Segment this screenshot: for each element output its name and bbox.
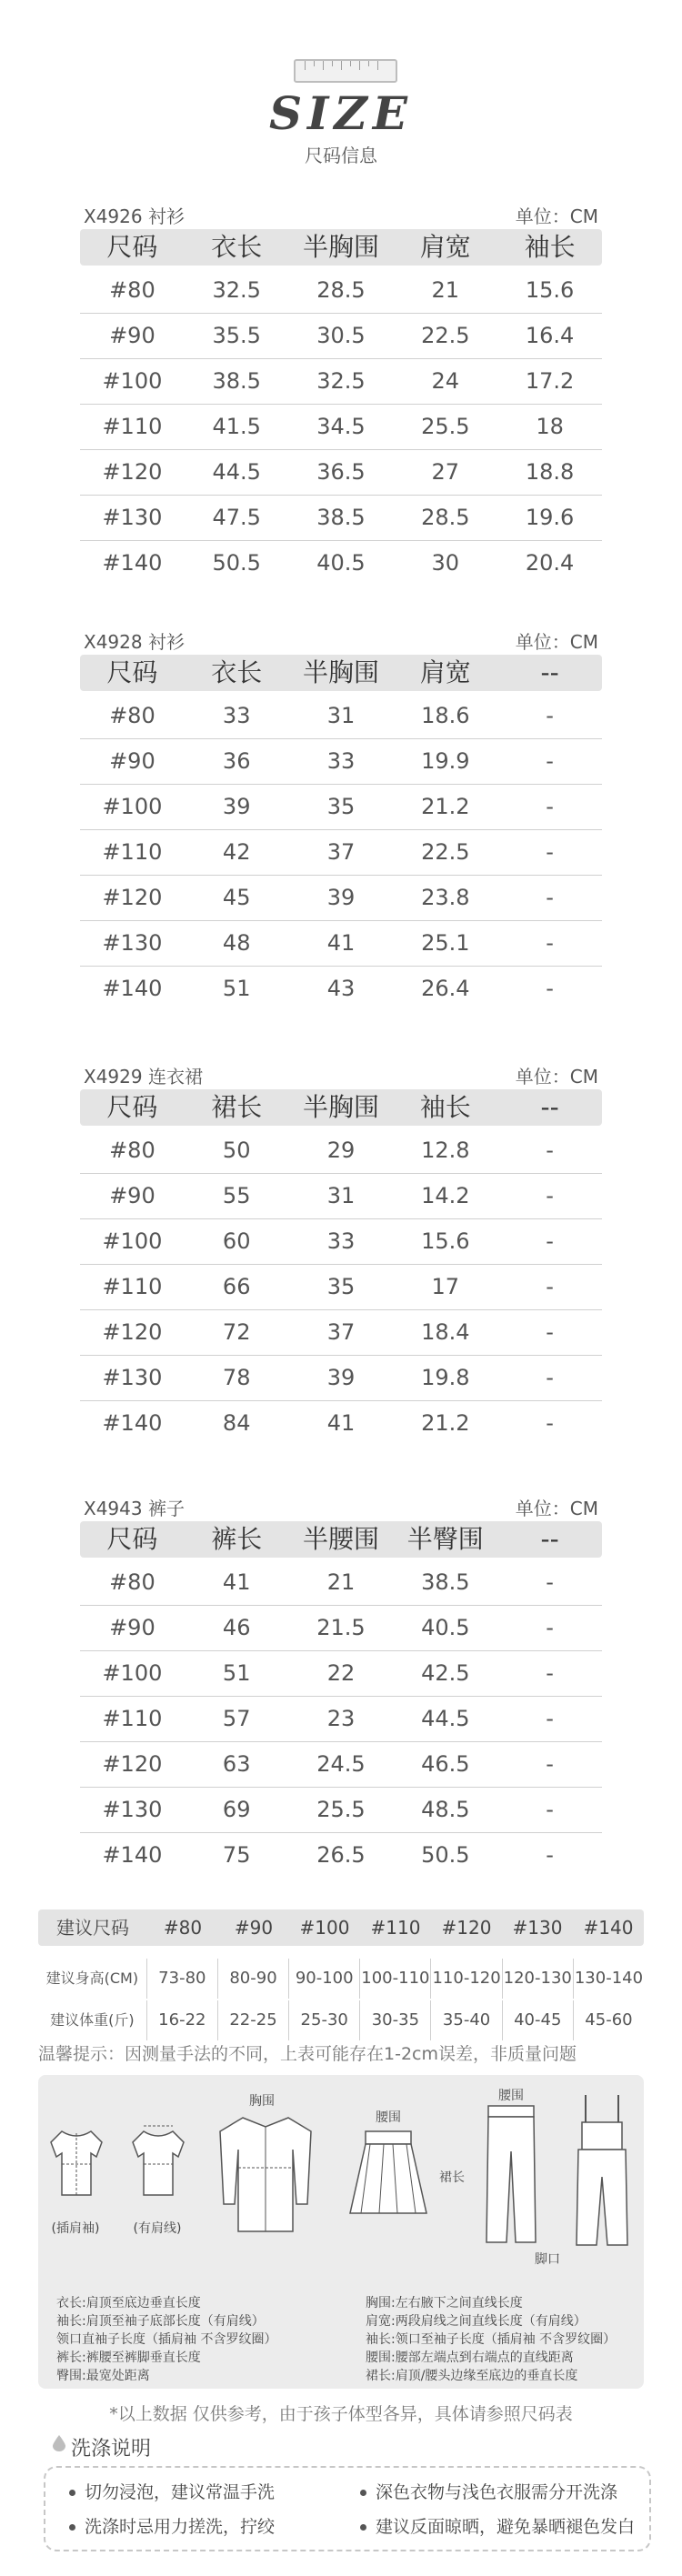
table-cell: 35-40 (431, 2000, 502, 2040)
table-cell: - (546, 1365, 554, 1390)
table-row (80, 966, 602, 1011)
table-cell: 72 (222, 1319, 251, 1345)
table-cell: 32.5 (212, 277, 261, 303)
definition-item: 腰围:腰部左端点到右端点的直线距离 (366, 2350, 574, 2365)
table-cell: 40.5 (421, 1615, 470, 1640)
table-cell: - (546, 1183, 554, 1208)
wash-text: 深色衣物与浅色衣服需分开洗涤 (376, 2482, 618, 2502)
header-cell: #120 (441, 1917, 492, 1939)
table-row (80, 267, 602, 314)
definition-item: 衣长:肩顶至底边垂直长度 (56, 2296, 201, 2310)
row-label: 建议体重(斤) (38, 2000, 147, 2040)
table-cell: 29 (326, 1138, 356, 1163)
figure-label: 脚口 (535, 2252, 560, 2267)
table-cell: 28.5 (316, 277, 366, 303)
table-row (80, 1128, 602, 1174)
table-cell: #80 (109, 1138, 155, 1163)
figure-label: 腰围 (498, 2089, 524, 2103)
bullet-icon (360, 2490, 366, 2496)
table-cell: #140 (102, 1410, 163, 1436)
table-cell: 30.5 (316, 323, 366, 348)
table-row (80, 313, 602, 359)
header-cell: 袖长 (524, 232, 576, 262)
table-row (80, 1650, 602, 1697)
table-cell: 31 (326, 703, 356, 728)
page-header (0, 50, 682, 168)
table-row (80, 1218, 602, 1265)
table-cell: #110 (102, 1706, 163, 1731)
table-cell: #120 (102, 885, 163, 910)
table-row (80, 1355, 602, 1401)
page-subtitle: 尺码信息 (305, 145, 377, 166)
definition-item: 臀围:最宽处距离 (56, 2369, 150, 2383)
table-cell: #120 (102, 459, 163, 485)
table-header (80, 655, 602, 691)
table-cell: 55 (222, 1183, 251, 1208)
table-cell: #130 (102, 930, 163, 956)
table-cell: 33 (326, 1228, 356, 1254)
table-cell: 14.2 (421, 1183, 470, 1208)
table-cell: 35.5 (212, 323, 261, 348)
table-cell: 66 (222, 1274, 251, 1299)
table-row (80, 920, 602, 967)
definition-item: 袖长:领口至袖子长度（插肩袖 不含罗纹圈） (366, 2332, 617, 2347)
wash-item (360, 2513, 635, 2538)
figure-caption: (插肩袖) (51, 2221, 100, 2236)
table-cell: 43 (326, 976, 356, 1001)
table-row (80, 1559, 602, 1606)
table-cell: 42 (222, 839, 251, 865)
table-cell: 50.5 (212, 550, 261, 576)
wash-text: 建议反面晾晒，避免暴晒褪色发白 (376, 2517, 636, 2537)
table-row (80, 1400, 602, 1446)
table-row (80, 1309, 602, 1356)
table-cell: 35 (326, 1274, 356, 1299)
table-cell: 38.5 (421, 1569, 470, 1595)
table-cell: 22 (326, 1660, 356, 1686)
table-cell: 36 (222, 748, 251, 774)
table-cell: #100 (102, 1228, 163, 1254)
table-cell: 23.8 (421, 885, 470, 910)
table-cell: 16-22 (147, 2000, 218, 2040)
table-cell: 73-80 (147, 1959, 218, 1999)
table-cell: 34.5 (316, 414, 366, 439)
table-cell: 22-25 (218, 2000, 289, 2040)
header-cell: -- (540, 1092, 559, 1122)
header-cell: 半胸围 (302, 1092, 379, 1122)
table-cell: #80 (109, 703, 155, 728)
row-label: 建议身高(CM) (38, 1959, 147, 1999)
table-cell: 130-140 (574, 1969, 644, 1988)
table-cell: 100-110 (360, 1959, 431, 1999)
header-cell: #100 (299, 1917, 350, 1939)
table-cell: 37 (326, 839, 356, 865)
ruler-icon (294, 59, 397, 83)
header-cell: 袖长 (419, 1092, 471, 1122)
table-row (80, 829, 602, 876)
table-cell: 18.4 (421, 1319, 470, 1345)
table-cell: 90-100 (289, 1959, 360, 1999)
table-title: X4943 裤子 (84, 1498, 185, 1519)
skirt-icon (343, 2122, 434, 2231)
table-cell: 26.4 (421, 976, 470, 1001)
table-cell: 45-60 (585, 2010, 633, 2030)
table-cell: 27 (431, 459, 460, 485)
table-cell: - (546, 1228, 554, 1254)
table-cell: 17 (431, 1274, 460, 1299)
wash-item (360, 2479, 617, 2503)
table-cell: #90 (109, 323, 155, 348)
header-cell: #110 (370, 1917, 421, 1939)
table-cell: 25-30 (289, 2000, 360, 2040)
table-cell: 15.6 (525, 277, 575, 303)
table-cell: 110-120 (431, 1959, 502, 1999)
table-row (80, 404, 602, 450)
table-cell: 46.5 (421, 1751, 470, 1777)
table-header (80, 229, 602, 266)
table-row (80, 784, 602, 830)
table-cell: 19.8 (421, 1365, 470, 1390)
table-cell: 33 (326, 748, 356, 774)
table-row (80, 495, 602, 541)
table-cell: 69 (222, 1797, 251, 1822)
table-cell: 12.8 (421, 1138, 470, 1163)
header-cell: 尺码 (106, 1092, 158, 1122)
definition-item: 袖长:肩顶至袖子底部长度（有肩线） (56, 2314, 265, 2329)
table-cell: 60 (222, 1228, 251, 1254)
table-title: X4926 衬衫 (84, 205, 185, 227)
table-row (80, 1787, 602, 1833)
table-cell: 36.5 (316, 459, 366, 485)
table-cell: 57 (222, 1706, 251, 1731)
recommend-height-row (38, 1959, 644, 1999)
table-row (80, 1173, 602, 1219)
figure-label: 腰围 (376, 2110, 401, 2125)
header-cell: #90 (234, 1917, 274, 1939)
table-unit: 单位：CM (515, 205, 598, 227)
size-table-x4926 (0, 202, 682, 593)
table-unit: 单位：CM (515, 1498, 598, 1519)
table-cell: 25.5 (421, 414, 470, 439)
table-row (80, 1264, 602, 1310)
table-cell: 84 (222, 1410, 251, 1436)
wash-item (69, 2479, 275, 2503)
table-cell: - (546, 839, 554, 865)
header-cell: #80 (163, 1917, 203, 1939)
table-cell: 41.5 (212, 414, 261, 439)
header-cell: 尺码 (106, 232, 158, 262)
table-cell: #90 (109, 1183, 155, 1208)
header-cell: 肩宽 (419, 232, 471, 262)
table-row (80, 449, 602, 496)
header-cell: 尺码 (106, 657, 158, 687)
water-drop-icon (53, 2435, 65, 2451)
table-cell: 38.5 (316, 505, 366, 530)
table-cell: 45 (222, 885, 251, 910)
table-cell: - (546, 976, 554, 1001)
table-cell: 18.6 (421, 703, 470, 728)
table-cell: #110 (102, 1274, 163, 1299)
header-cell: 肩宽 (419, 657, 471, 687)
table-cell: 47.5 (212, 505, 261, 530)
raglan-tshirt-icon (44, 2113, 107, 2213)
header-cell: 建议尺码 (56, 1917, 129, 1939)
table-cell: 24 (431, 368, 460, 394)
header-cell: 衣长 (211, 657, 263, 687)
table-cell: #90 (109, 1615, 155, 1640)
table-cell: 21 (431, 277, 460, 303)
measurement-guide (38, 2075, 644, 2389)
recommend-header (38, 1909, 644, 1946)
table-cell: - (546, 1660, 554, 1686)
table-cell: - (546, 1569, 554, 1595)
table-cell: 30 (431, 550, 460, 576)
table-cell: 39 (326, 885, 356, 910)
figure-label: 裙长 (439, 2170, 465, 2185)
table-cell: 37 (326, 1319, 356, 1345)
size-table-x4943 (0, 1494, 682, 1885)
table-cell: - (546, 1410, 554, 1436)
garment-figures (38, 2086, 644, 2281)
table-cell: 41 (222, 1569, 251, 1595)
table-cell: #110 (102, 414, 163, 439)
table-unit: 单位：CM (515, 631, 598, 653)
size-table-x4928 (0, 627, 682, 1018)
table-row (80, 693, 602, 739)
table-cell: - (546, 930, 554, 956)
table-cell: - (546, 794, 554, 819)
wash-instructions (44, 2466, 651, 2551)
table-row (80, 1605, 602, 1651)
definition-item: 裙长:肩顶/腰头边缘至底边的垂直长度 (366, 2369, 578, 2383)
table-cell: #110 (102, 839, 163, 865)
table-cell: 18.8 (525, 459, 575, 485)
table-cell: 51 (222, 976, 251, 1001)
header-cell: -- (540, 657, 559, 687)
table-cell: 75 (222, 1842, 251, 1868)
table-cell: - (546, 885, 554, 910)
table-cell: 21.2 (421, 1410, 470, 1436)
table-cell: 18 (536, 414, 564, 439)
header-cell: 半胸围 (302, 232, 379, 262)
table-cell: #80 (109, 1569, 155, 1595)
table-cell: 41 (326, 1410, 356, 1436)
table-cell: 21 (326, 1569, 356, 1595)
table-cell: 44.5 (212, 459, 261, 485)
table-cell: 63 (222, 1751, 251, 1777)
table-cell: - (546, 748, 554, 774)
table-cell: 48.5 (421, 1797, 470, 1822)
header-cell: #140 (583, 1917, 634, 1939)
table-cell: 44.5 (421, 1706, 470, 1731)
table-cell: #130 (102, 1365, 163, 1390)
table-cell: 28.5 (421, 505, 470, 530)
header-cell: -- (540, 1524, 559, 1554)
disclaimer: *以上数据 仅供参考，由于孩子体型各异，具体请参照尺码表 (109, 2404, 573, 2424)
table-cell: #80 (109, 277, 155, 303)
table-cell: 21.5 (316, 1615, 366, 1640)
table-cell: #130 (102, 1797, 163, 1822)
table-header (80, 1521, 602, 1558)
table-title: X4929 连衣裙 (84, 1066, 203, 1088)
table-cell: #100 (102, 368, 163, 394)
table-cell: 40-45 (503, 2000, 574, 2040)
table-cell: 40.5 (316, 550, 366, 576)
table-cell: 41 (326, 930, 356, 956)
table-row (80, 358, 602, 405)
table-cell: - (546, 1751, 554, 1777)
header-cell: 半臀围 (406, 1524, 484, 1554)
recommend-weight-row (38, 2000, 644, 2040)
table-row (80, 540, 602, 586)
table-cell: 78 (222, 1365, 251, 1390)
table-cell: 33 (222, 703, 251, 728)
header-cell: #130 (512, 1917, 563, 1939)
table-row (80, 738, 602, 785)
wash-title: 洗涤说明 (71, 2438, 152, 2461)
header-cell: 尺码 (106, 1524, 158, 1554)
table-cell: 15.6 (421, 1228, 470, 1254)
header-cell: 半胸围 (302, 657, 379, 687)
table-header (80, 1089, 602, 1126)
bullet-icon (69, 2490, 75, 2496)
table-cell: 35 (326, 794, 356, 819)
header-cell: 半腰围 (302, 1524, 379, 1554)
table-cell: 23 (326, 1706, 356, 1731)
wash-text: 洗涤时忌用力搓洗，拧绞 (85, 2517, 276, 2537)
table-cell: 17.2 (525, 368, 575, 394)
table-cell: 39 (326, 1365, 356, 1390)
header-cell: 衣长 (211, 232, 263, 262)
table-cell: 21.2 (421, 794, 470, 819)
table-cell: #90 (109, 748, 155, 774)
table-unit: 单位：CM (515, 1066, 598, 1088)
table-cell: - (546, 1319, 554, 1345)
bullet-icon (360, 2524, 366, 2531)
table-cell: 120-130 (503, 1959, 574, 1999)
table-cell: - (546, 1706, 554, 1731)
table-cell: 30-35 (360, 2000, 431, 2040)
bullet-icon (69, 2524, 75, 2531)
figure-caption: (有肩线) (133, 2221, 182, 2236)
table-cell: - (546, 1797, 554, 1822)
table-cell: #140 (102, 1842, 163, 1868)
table-cell: 22.5 (421, 839, 470, 865)
table-cell: 39 (222, 794, 251, 819)
table-cell: #100 (102, 794, 163, 819)
header-cell: 裙长 (211, 1092, 263, 1122)
table-cell: 19.6 (525, 505, 575, 530)
table-cell: #120 (102, 1319, 163, 1345)
definition-item: 肩宽:两段肩线之间直线长度（有肩线） (366, 2314, 587, 2329)
table-title: X4928 衬衫 (84, 631, 185, 653)
table-cell: 24.5 (316, 1751, 366, 1777)
table-cell: #100 (102, 1660, 163, 1686)
shirt-icon (211, 2104, 320, 2240)
tshirt-icon (125, 2113, 189, 2213)
table-cell: 46 (222, 1615, 251, 1640)
header-cell: 裤长 (211, 1524, 263, 1554)
wash-text: 切勿浸泡，建议常温手洗 (85, 2482, 276, 2502)
table-row (80, 1696, 602, 1742)
table-cell: 16.4 (525, 323, 575, 348)
table-row (80, 875, 602, 921)
table-cell: 31 (326, 1183, 356, 1208)
table-cell: #140 (102, 976, 163, 1001)
table-row (80, 1741, 602, 1788)
table-row (80, 1832, 602, 1878)
table-cell: 22.5 (421, 323, 470, 348)
table-cell: - (546, 1615, 554, 1640)
table-cell: 38.5 (212, 368, 261, 394)
table-cell: #140 (102, 550, 163, 576)
table-cell: 51 (222, 1660, 251, 1686)
table-cell: - (546, 1274, 554, 1299)
table-cell: 19.9 (421, 748, 470, 774)
table-cell: 25.5 (316, 1797, 366, 1822)
measurement-note: 温馨提示：因测量手法的不同，上表可能存在1-2cm误差，非质量问题 (38, 2044, 577, 2064)
table-cell: #130 (102, 505, 163, 530)
wash-item (69, 2513, 275, 2538)
table-cell: 25.1 (421, 930, 470, 956)
table-cell: 48 (222, 930, 251, 956)
table-cell: 42.5 (421, 1660, 470, 1686)
table-cell: 50 (222, 1138, 251, 1163)
definition-item: 裤长:裤腰至裤脚垂直长度 (56, 2350, 201, 2365)
size-table-x4929 (0, 1062, 682, 1453)
table-cell: - (546, 703, 554, 728)
table-cell: 26.5 (316, 1842, 366, 1868)
table-cell: - (546, 1842, 554, 1868)
table-cell: 32.5 (316, 368, 366, 394)
pants-icon (479, 2097, 543, 2251)
overalls-icon (566, 2086, 638, 2254)
definition-item: 胸围:左右腋下之间直线长度 (366, 2296, 523, 2310)
table-cell: 20.4 (525, 550, 575, 576)
figure-label: 胸围 (249, 2094, 275, 2109)
page-title: SIZE (268, 86, 414, 140)
definition-item: 领口直袖子长度（插肩袖 不含罗纹圈） (56, 2332, 277, 2347)
table-cell: 80-90 (218, 1959, 289, 1999)
table-cell: 50.5 (421, 1842, 470, 1868)
table-cell: - (546, 1138, 554, 1163)
table-cell: #120 (102, 1751, 163, 1777)
